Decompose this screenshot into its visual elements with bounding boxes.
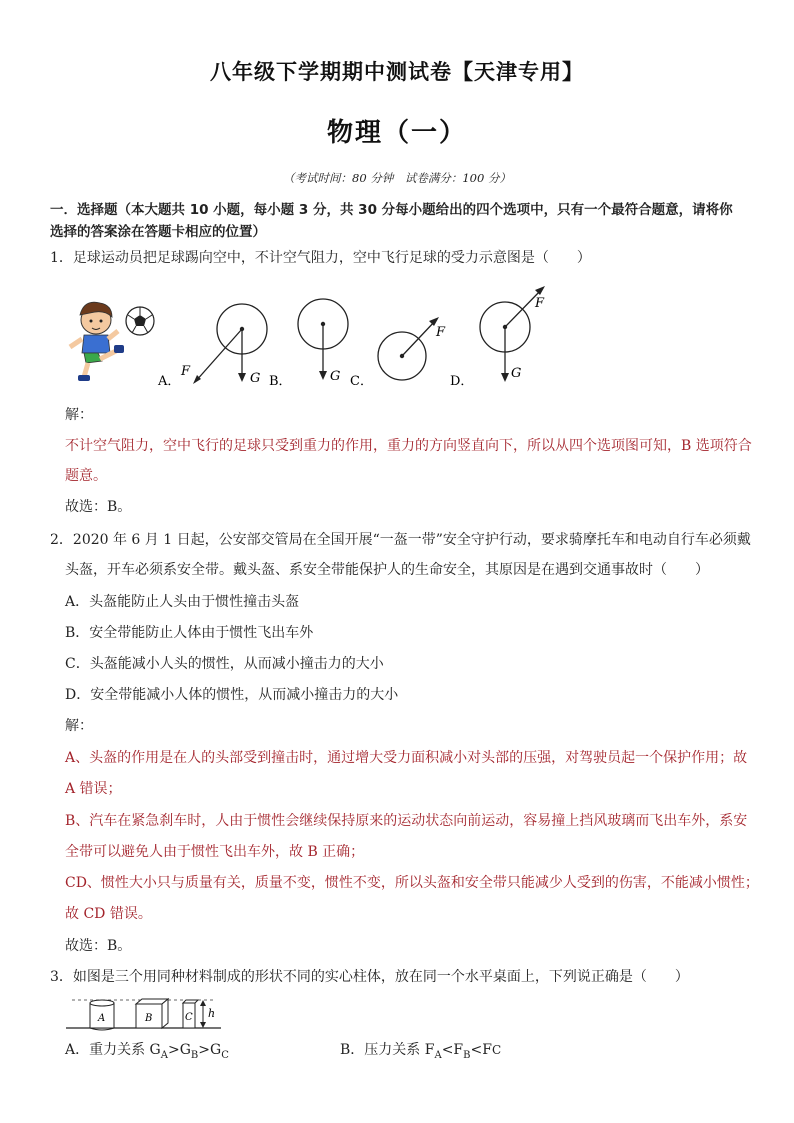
q1-figure bbox=[60, 285, 570, 395]
q1-label-b: B． bbox=[269, 374, 292, 389]
q2-stem-line2: 头盔，开车必须系安全带。戴头盔、系安全带能保护人的生命安全，其原因是在遇到交通事故时（ ） bbox=[65, 562, 709, 578]
q2-explanation-line1: A、头盔的作用是在人的头部受到撞击时，通过增大受力面积减小对头部的压强，对驾驶员起一个保护作用；故 bbox=[65, 750, 748, 766]
height-label: h bbox=[208, 1007, 216, 1020]
q2-option-a: A．头盔能防止人头由于惯性撞击头盔 bbox=[65, 594, 300, 610]
q1-label-d: D． bbox=[450, 374, 474, 389]
q3-stem: 3．如图是三个用同种材料制成的形状不同的实心柱体，放在同一个水平桌面上，下列说正确是（ ） bbox=[50, 969, 689, 985]
q1-stem: 1．足球运动员把足球踢向空中，不计空气阻力，空中飞行足球的受力示意图是（ ） bbox=[50, 250, 591, 266]
q2-option-d: D．安全带能减小人体的惯性，从而减小撞击力的大小 bbox=[65, 687, 399, 703]
section-heading-line2: 选择的答案涂在答题卡相应的位置） bbox=[50, 224, 266, 240]
cube-b bbox=[136, 999, 168, 1028]
q2-explanation-line5: CD、惯性大小只与质量有关，质量不变，惯性不变，所以头盔和安全带只能减少人受到的伤害，不能减小惯性； bbox=[65, 875, 759, 891]
q2-explanation-line6: 故 CD 错误。 bbox=[65, 906, 152, 922]
q3-option-b: B．压力关系 $F_A<F_B<FC$ bbox=[340, 1042, 502, 1061]
q1-option-a-diagram bbox=[157, 304, 267, 389]
q1-label-a: A． bbox=[158, 374, 181, 389]
prism-c bbox=[183, 1000, 198, 1028]
q1-d-f-label: F bbox=[535, 296, 545, 311]
page-subtitle: 物理（一） bbox=[326, 118, 467, 148]
q3-option-b-rel1: < bbox=[441, 1042, 454, 1058]
q2-explanation-line3: B、汽车在紧急刹车时，人由于惯性会继续保持原来的运动状态向前运动，容易撞上挡风玻璃而飞出车外，系安 bbox=[65, 813, 748, 829]
q2-option-b: B．安全带能防止人体由于惯性飞出车外 bbox=[65, 625, 314, 641]
q1-answer: 故选：B。 bbox=[65, 499, 132, 515]
q1-b-g-label: G bbox=[330, 369, 341, 384]
q1-c-f-label: F bbox=[436, 325, 446, 340]
q3-sub-b: B bbox=[190, 1049, 199, 1061]
q3-figure bbox=[66, 996, 236, 1034]
q3-b-sub-c: C bbox=[491, 1043, 502, 1057]
section-heading-line1: 一．选择题（本大题共 10 小题，每小题 3 分，共 30 分每小题给出的四个选项中，只有一个最符合题意，请将你 bbox=[50, 202, 733, 218]
q1-option-d-diagram bbox=[450, 286, 545, 389]
soccer-player-illustration bbox=[70, 302, 124, 381]
q1-d-g-label: G bbox=[511, 366, 522, 381]
q1-option-b-diagram bbox=[269, 299, 348, 389]
cube-b-label: B bbox=[145, 1013, 153, 1024]
q2-explanation-line2: A 错误； bbox=[65, 781, 122, 797]
q1-explanation-line2: 题意。 bbox=[65, 468, 107, 484]
q3-b-sub-a: A bbox=[434, 1049, 442, 1061]
q3-option-a-rel2: > bbox=[198, 1042, 210, 1058]
q2-stem-line1: 2．2020 年 6 月 1 日起，公安部交管局在全国开展“一盔一带”安全守护行动，要求骑摩托车和电动自行车必须戴 bbox=[50, 532, 751, 548]
page-title: 八年级下学期期中测试卷【天津专用】 bbox=[210, 60, 584, 84]
q1-a-g-label: G bbox=[250, 371, 261, 386]
q1-explanation-line1: 不计空气阻力，空中飞行的足球只受到重力的作用，重力的方向竖直向下，所以从四个选项图可知，B 选项符合 bbox=[65, 438, 752, 454]
q2-option-c: C．头盔能减小人头的惯性，从而减小撞击力的大小 bbox=[65, 656, 384, 672]
q2-solution-label: 解： bbox=[65, 718, 93, 734]
soccer-ball bbox=[126, 307, 154, 335]
q3-option-b-text: B．压力关系 F bbox=[340, 1042, 435, 1058]
q3-option-a-text: A．重力关系 G bbox=[65, 1042, 161, 1058]
q1-option-c-diagram bbox=[350, 317, 446, 389]
q3-option-a-rel1: > bbox=[167, 1042, 180, 1058]
q3-sub-c: C bbox=[221, 1049, 229, 1061]
q1-label-c: C． bbox=[350, 374, 373, 389]
height-indicator bbox=[200, 1000, 215, 1028]
q3-sub-a: A bbox=[160, 1049, 168, 1061]
q3-option-a: A．重力关系 $G_A>G_B>G_C$ bbox=[65, 1042, 229, 1061]
prism-c-label: C bbox=[185, 1012, 193, 1023]
q2-explanation-line4: 全带可以避免人由于惯性飞出车外，故 B 正确； bbox=[65, 844, 365, 860]
cylinder-a bbox=[90, 1000, 114, 1030]
q1-solution-label: 解： bbox=[65, 407, 93, 423]
cylinder-a-label: A bbox=[98, 1013, 106, 1024]
q3-b-sub-b: B bbox=[463, 1049, 471, 1061]
q2-answer: 故选：B。 bbox=[65, 938, 132, 954]
exam-info: （考试时间：80 分钟 试卷满分：100 分） bbox=[283, 171, 511, 185]
q3-option-b-rel2: < bbox=[470, 1042, 483, 1058]
q1-a-f-label: F bbox=[181, 364, 191, 379]
